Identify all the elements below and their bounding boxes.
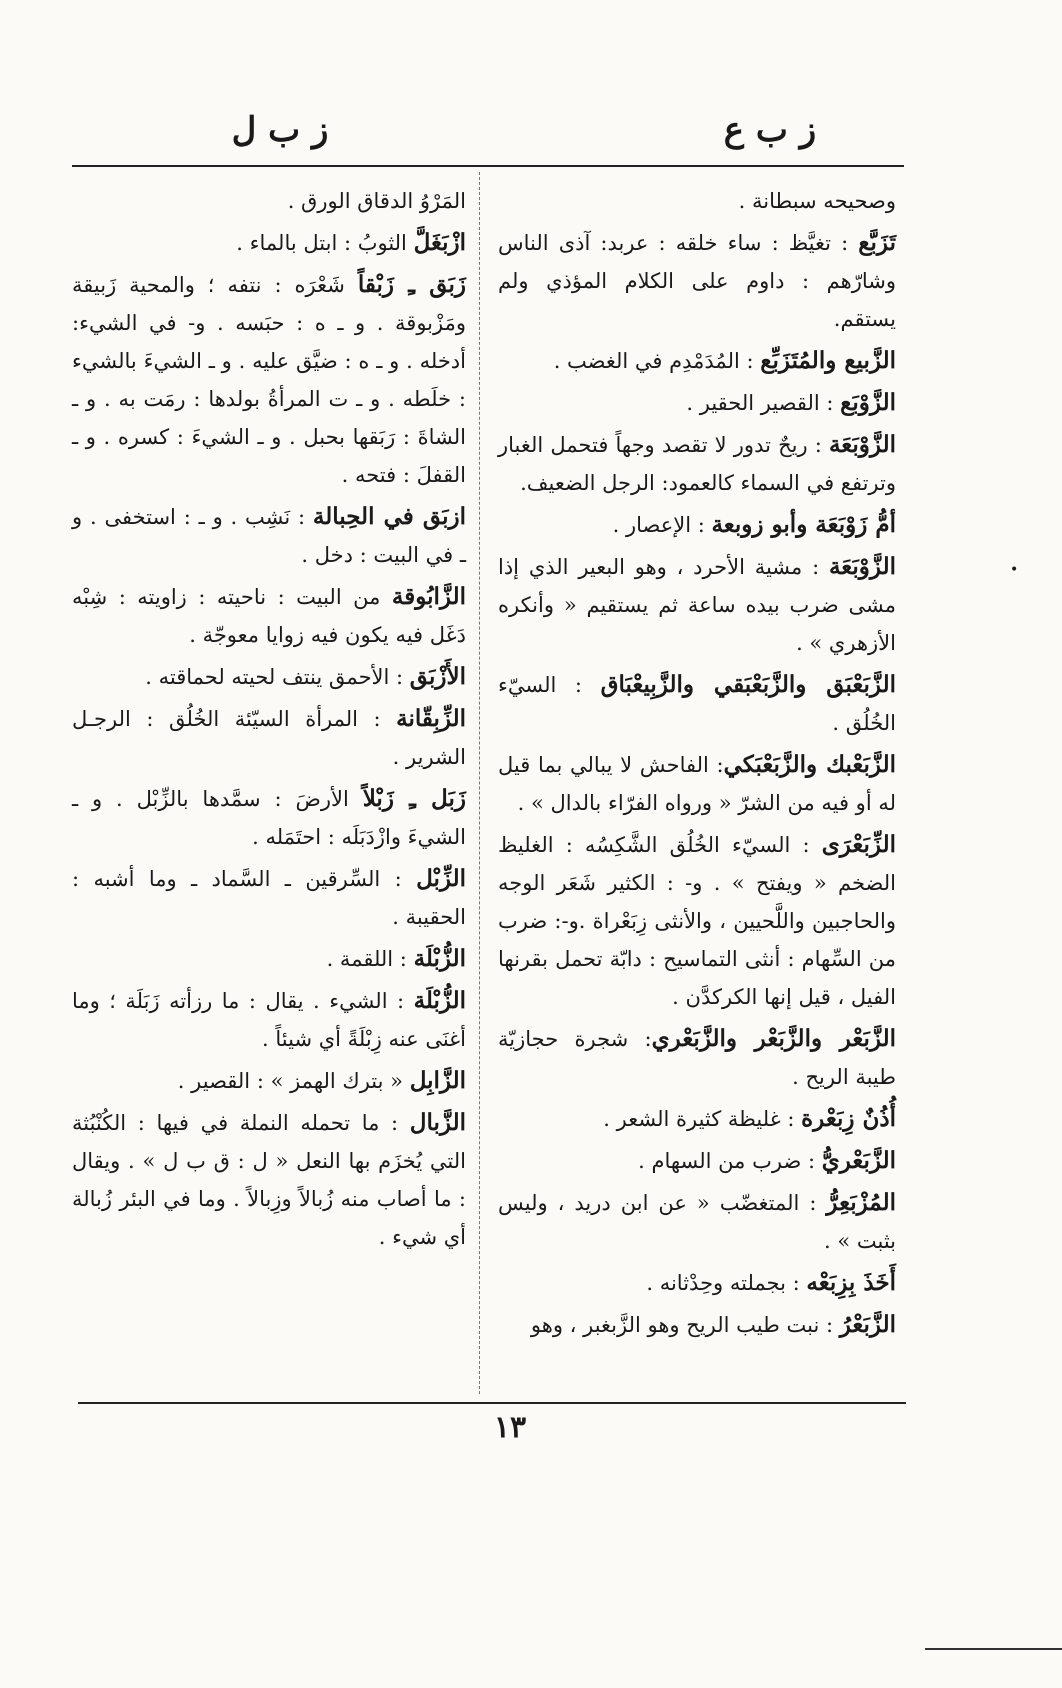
entry-headword: الزَّبَعْبك والزَّبَعْبَكي xyxy=(723,751,896,778)
entry-headword: الزَّبَعْبَق والزَّبَعْبَقي والزَّبِيعْبَاق xyxy=(600,671,896,698)
entry-headword: الزُّبْلَة xyxy=(413,945,466,972)
dictionary-entry xyxy=(498,1020,896,1096)
entry-definition: : السيّء الخُلُق الشَّكِسُه : الغليظ الضخم « ويفتح » . و- : الكثير شَعَر الوجه والحاجبين واللَّحيين ، والأنثى زِبَعْراة .و-: ضرب من السِّهام : أنثى التماسيح : دابّة تحمل بقرنها الفيل ، قيل إنها الكركدَّن . xyxy=(498,833,896,1009)
dictionary-entry xyxy=(72,700,466,776)
dictionary-entry xyxy=(498,1264,896,1302)
entry-definition: : القصير الحقير . xyxy=(686,391,841,415)
dictionary-entry xyxy=(498,224,896,338)
entry-definition: : شجرة حجازيّة طيبة الريح . xyxy=(498,1027,896,1089)
entry-headword: الزُّبْلَة xyxy=(413,987,466,1014)
entry-definition: : نبت طيب الريح وهو الزَّبغبر ، وهو xyxy=(530,1313,840,1337)
entry-definition: شَعْرَه : نتفه ؛ والمحية زَبيقة ومَزْبوقة . و ـ ه : حبَسه . و- في الشيء: أدخله . و ـ ه : ضيَّق عليه . و ـ الشيءَ بالشيء : خلَطه . و ـ ت المرأةُ بولدها : رمَت به . و ـ الشاةَ : رَبَقها بحبل . و ـ الشيءَ : كسره . و ـ القفلَ : فتحه . xyxy=(72,273,466,487)
entry-headword: الزَّبَعْرُ xyxy=(839,1311,896,1338)
dictionary-entry xyxy=(498,826,896,1016)
entry-definition: : الشيء . يقال : ما رزأته زَبَلَة ؛ وما أغنَى عنه زِبْلَةً أي شيئاً . xyxy=(72,989,466,1051)
dictionary-entry xyxy=(498,746,896,822)
entry-headword: ازْبَغَلَّ xyxy=(413,229,466,256)
entry-definition: : نَشِب . و ـ : استخفى . و ـ في البيت : دخل . xyxy=(72,505,466,567)
dictionary-entry xyxy=(72,266,466,494)
entry-definition: : مشية الأحرد ، وهو البعير الذي إذا مشى ضرب بيده ساعة ثم يستقيم « وأنكره الأزهري » . xyxy=(498,555,896,655)
entry-definition: : السيّء الخُلُق . xyxy=(498,673,896,735)
root-header-right: ز ب ع xyxy=(723,110,817,150)
dictionary-entry xyxy=(498,548,896,662)
page-number: ١٣ xyxy=(493,1410,527,1445)
entry-definition: : غليظة كثيرة الشعر . xyxy=(603,1107,802,1131)
entry-headword: الزَّابِل xyxy=(409,1067,466,1094)
entry-definition: : الفاحش لا يبالي بما قيل له أو فيه من الشرّ « ورواه الفرّاء بالدال » . xyxy=(498,753,896,815)
entry-headword: أَخَذَ بِزِبَعْه xyxy=(806,1269,896,1296)
entry-definition: : اللقمة . xyxy=(326,947,414,971)
entry-headword: أمُّ زَوْبَعَة وأبو زوبعة xyxy=(711,511,896,538)
dictionary-entry xyxy=(498,1184,896,1260)
entry-definition: : ضرب من السهام . xyxy=(638,1149,822,1173)
dictionary-entry xyxy=(72,224,466,262)
dictionary-entry xyxy=(498,342,896,380)
entry-headword: زَبَل ـِ زَبْلاً xyxy=(362,785,466,812)
entry-definition: : المرأة السيّئة الخُلُق : الرجـل الشرير . xyxy=(72,707,466,769)
entry-headword: الزَّبيع والمُتَزَبِّع xyxy=(760,347,896,374)
dictionary-entry xyxy=(498,1142,896,1180)
entry-headword: الزَّبال xyxy=(409,1109,466,1136)
dictionary-entry xyxy=(72,860,466,936)
dictionary-entry xyxy=(498,384,896,422)
entry-headword: المُزْبَعِرُّ xyxy=(826,1189,896,1216)
entry-headword: أُذُنٌ زِبَعْرة xyxy=(801,1105,896,1132)
entry-definition: : بجملته وحِدْثانه . xyxy=(646,1271,807,1295)
entry-definition: « بترك الهمز » : القصير . xyxy=(177,1069,410,1093)
entry-headword: تَزَبَّع xyxy=(858,229,896,256)
dictionary-entry xyxy=(72,982,466,1058)
dictionary-entry xyxy=(498,666,896,742)
left-column xyxy=(72,182,466,1260)
dictionary-entry xyxy=(72,578,466,654)
dictionary-entry xyxy=(72,1104,466,1256)
entry-definition: الثوبُ : ابتل بالماء . xyxy=(236,231,414,255)
entry-definition: : السِّرقين ـ السَّماد ـ وما أشبه : الحقيبة . xyxy=(72,867,466,929)
entry-headword: الزَّبَعْر والزَّبَعْر والزَّبَعْري xyxy=(651,1025,896,1052)
entry-headword: الزَّوْبَعَة xyxy=(828,553,896,580)
dictionary-entry xyxy=(72,658,466,696)
entry-headword: الزَّوْبَعَة xyxy=(828,431,896,458)
entry-definition: وصحيحه سبطانة . xyxy=(738,189,896,213)
dictionary-entry xyxy=(498,1306,896,1344)
dictionary-entry xyxy=(498,182,896,220)
bottom-rule xyxy=(78,1402,906,1404)
entry-definition: : الإعصار . xyxy=(612,513,712,537)
dictionary-entry xyxy=(498,506,896,544)
top-rule xyxy=(72,165,904,167)
dictionary-entry xyxy=(72,182,466,220)
entry-definition: المَرْوُ الدقاق الورق . xyxy=(287,189,466,213)
root-header-left: ز ب ل xyxy=(231,110,329,150)
entry-definition: : المُدَمْدِم في الغضب . xyxy=(553,349,761,373)
entry-headword: الزَّبَعْريُّ xyxy=(821,1147,896,1174)
entry-headword: الزَّوْبَع xyxy=(840,389,896,416)
entry-definition: : تغيَّظ : ساء خلقه : عربد: آذى الناس وشارّهم : داوم على الكلام المؤذي ولم يستقم. xyxy=(498,231,896,331)
right-column xyxy=(498,182,896,1348)
entry-headword: الزِّبْل xyxy=(416,865,466,892)
dictionary-entry xyxy=(72,940,466,978)
entry-definition: : المتغضّب « عن ابن دريد ، وليس بثبت » . xyxy=(498,1191,896,1253)
dictionary-entry xyxy=(72,780,466,856)
entry-definition: : ما تحمله النملة في فيها : الكُنْبُثة التي يُخزَم بها النعل « ل : ق ب ل » . ويقال : ما أصاب منه زُبالاً وزِبالاً . وما في البئر زُبالة أي شيء . xyxy=(72,1111,466,1249)
entry-definition: : الأحمق ينتف لحيته لحماقته . xyxy=(145,665,410,689)
entry-definition: : ريحٌ تدور لا تقصد وجهاً فتحمل الغبار وترتفع في السماء كالعمود: الرجل الضعيف. xyxy=(498,433,896,495)
entry-headword: الزَّابُوقة xyxy=(391,583,466,610)
entry-headword: الزِّبَعْرَى xyxy=(821,831,896,858)
dictionary-entry xyxy=(72,498,466,574)
dictionary-entry xyxy=(72,1062,466,1100)
dictionary-entry xyxy=(498,426,896,502)
entry-definition: الأرضَ : سمَّدها بالزِّبْل . و ـ الشيءَ وازْدَبَلَه : احتَمَله . xyxy=(72,787,466,849)
entry-definition: من البيت : ناحيته : زاويته : شِبْه دَغَل فيه يكون فيه زوايا معوجّة . xyxy=(72,585,466,647)
entry-headword: الأَزْبَق xyxy=(409,663,466,690)
column-divider xyxy=(479,172,480,1394)
entry-headword: ازبَق في الحِبالة xyxy=(312,503,466,530)
dictionary-entry xyxy=(498,1100,896,1138)
entry-headword: زَبَق ـِ زَبْقاً xyxy=(357,271,466,298)
margin-dot: • xyxy=(1010,562,1019,578)
footer-line xyxy=(925,1648,1062,1650)
entry-headword: الزِّبِقّانة xyxy=(396,705,466,732)
